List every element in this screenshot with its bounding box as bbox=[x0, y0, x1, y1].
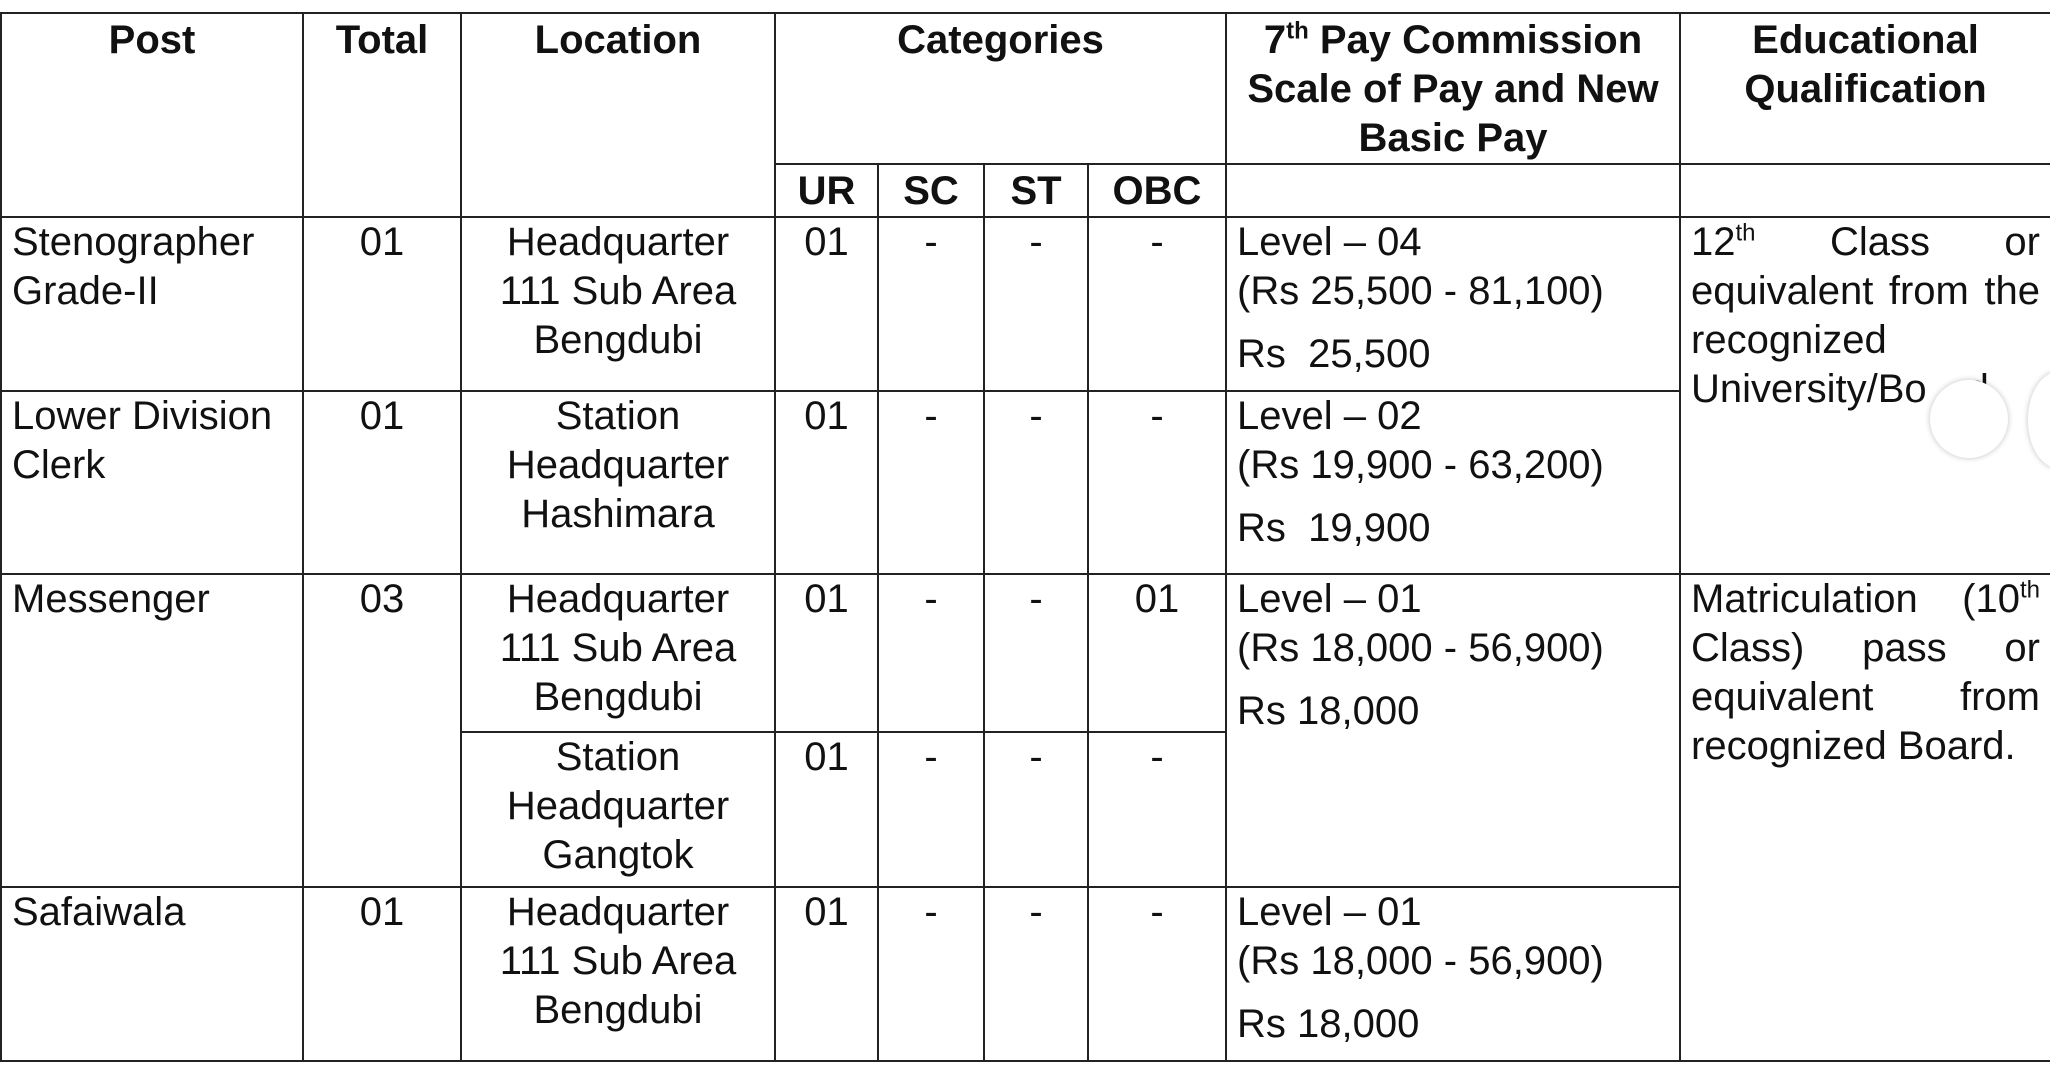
header-ur: UR bbox=[775, 164, 878, 217]
st-cell: - bbox=[984, 732, 1088, 887]
location-cell: Headquarter 111 Sub Area Bengdubi bbox=[461, 887, 775, 1061]
post-cell: Messenger bbox=[1, 574, 303, 887]
obc-cell: - bbox=[1088, 217, 1226, 391]
ur-cell: 01 bbox=[775, 574, 878, 732]
obc-cell: - bbox=[1088, 391, 1226, 574]
post-cell: Lower Division Clerk bbox=[1, 391, 303, 574]
total-cell: 01 bbox=[303, 391, 461, 574]
header-st: ST bbox=[984, 164, 1088, 217]
header-sc: SC bbox=[878, 164, 984, 217]
pay-cell bbox=[1226, 887, 1680, 1061]
location-cell: Station Headquarter Gangtok bbox=[461, 732, 775, 887]
sc-cell: - bbox=[878, 732, 984, 887]
ur-cell: 01 bbox=[775, 217, 878, 391]
pay-level: Level – 04 bbox=[1237, 220, 1422, 264]
education-cell: 12th Class or equivalent from the recognized University/Bo bbox=[1680, 217, 2050, 574]
pay-cell bbox=[1226, 391, 1680, 574]
header-categories: Categories bbox=[775, 13, 1226, 164]
sc-cell: - bbox=[878, 217, 984, 391]
pay-cell bbox=[1226, 217, 1680, 391]
st-cell: - bbox=[984, 574, 1088, 732]
st-cell: - bbox=[984, 217, 1088, 391]
obc-cell: - bbox=[1088, 887, 1226, 1061]
pay-level: Level – 01 bbox=[1237, 577, 1422, 621]
pay-cell bbox=[1226, 574, 1680, 887]
header-total: Total bbox=[303, 13, 461, 217]
pay-range: (Rs 18,000 - 56,900) bbox=[1237, 939, 1604, 983]
ur-cell: 01 bbox=[775, 732, 878, 887]
total-cell: 01 bbox=[303, 217, 461, 391]
obc-cell: - bbox=[1088, 732, 1226, 887]
header-obc: OBC bbox=[1088, 164, 1226, 217]
post-cell: Stenographer Grade-II bbox=[1, 217, 303, 391]
post-cell: Safaiwala bbox=[1, 887, 303, 1061]
header-pay-scale: 7th Pay Commission Scale of Pay and New Basic Pay bbox=[1226, 13, 1680, 164]
st-cell: - bbox=[984, 391, 1088, 574]
education-cell: Matriculation (10th Class) pass or equivalent from recognized Board. bbox=[1680, 574, 2050, 1061]
sc-cell: - bbox=[878, 391, 984, 574]
header-education: Educational Qualification bbox=[1680, 13, 2050, 164]
scroll-handle[interactable] bbox=[1930, 380, 2008, 458]
location-cell: Headquarter 111 Sub Area Bengdubi bbox=[461, 217, 775, 391]
sc-cell: - bbox=[878, 574, 984, 732]
header-pay-blank bbox=[1226, 164, 1680, 217]
obc-cell: 01 bbox=[1088, 574, 1226, 732]
pay-basic: Rs 25,500 bbox=[1237, 332, 1431, 376]
table-row bbox=[1, 574, 2050, 732]
header-location: Location bbox=[461, 13, 775, 217]
ur-cell: 01 bbox=[775, 391, 878, 574]
total-cell: 01 bbox=[303, 887, 461, 1061]
st-cell: - bbox=[984, 887, 1088, 1061]
pay-range: (Rs 18,000 - 56,900) bbox=[1237, 626, 1604, 670]
pay-basic: Rs 18,000 bbox=[1237, 1002, 1420, 1046]
location-cell: Headquarter 111 Sub Area Bengdubi bbox=[461, 574, 775, 732]
header-post: Post bbox=[1, 13, 303, 217]
table-row bbox=[1, 217, 2050, 391]
sc-cell: - bbox=[878, 887, 984, 1061]
pay-level: Level – 01 bbox=[1237, 890, 1422, 934]
ur-cell: 01 bbox=[775, 887, 878, 1061]
pay-basic: Rs 18,000 bbox=[1237, 689, 1420, 733]
header-education-blank bbox=[1680, 164, 2050, 217]
pay-level: Level – 02 bbox=[1237, 394, 1422, 438]
recruitment-table bbox=[0, 12, 2050, 1062]
pay-range: (Rs 19,900 - 63,200) bbox=[1237, 443, 1604, 487]
pay-range: (Rs 25,500 - 81,100) bbox=[1237, 269, 1604, 313]
pay-basic: Rs 19,900 bbox=[1237, 506, 1431, 550]
location-cell: Station Headquarter Hashimara bbox=[461, 391, 775, 574]
total-cell: 03 bbox=[303, 574, 461, 887]
